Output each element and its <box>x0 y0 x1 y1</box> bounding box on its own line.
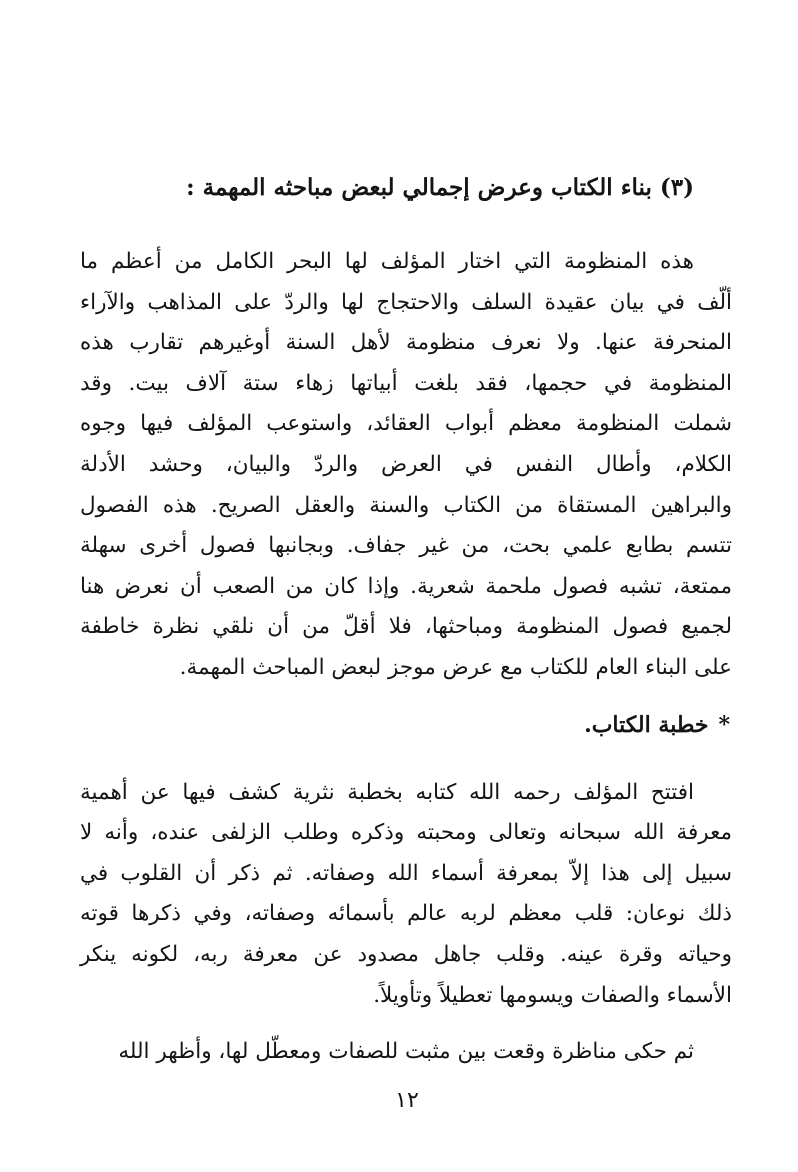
text-line: تتسم بطابع علمي بحت، من غير جفاف. وبجانبها فصول أخرى سهلة <box>80 533 732 559</box>
subheading-book-sermon <box>80 705 732 745</box>
text-line: المنظومة في حجمها، فقد بلغت أبياتها زهاء ستة آلاف بيت. وقد <box>80 370 732 396</box>
paragraph-sermon <box>80 773 732 1017</box>
paragraph-book-structure <box>80 242 732 689</box>
text-line: الأسماء والصفات ويسومها تعطيلاً وتأويلاً. <box>373 982 732 1008</box>
text-line: معرفة الله سبحانه وتعالى ومحبته وذكره وطلب الزلفى عنده، وأنه لا <box>80 820 732 846</box>
page-content <box>80 168 732 1073</box>
text-line: هذه المنظومة التي اختار المؤلف لها البحر الكامل من أعظم ما <box>80 249 694 274</box>
text-line: افتتح المؤلف رحمه الله كتابه بخطبة نثرية كشف فيها عن أهمية <box>80 779 694 805</box>
text-line: على البناء العام للكتاب مع عرض موجز لبعض المباحث المهمة. <box>179 654 732 680</box>
text-line: ممتعة، تشبه فصول ملحمة شعرية. وإذا كان من الصعب أن نعرض هنا <box>80 573 732 599</box>
text-line: ذلك نوعان: قلب معظم لربه عالم بأسمائه وصفاته، وفي ذكرها قوته <box>80 901 732 927</box>
text-line: لجميع فصول المنظومة ومباحثها، فلا أقلّ من أن نلقي نظرة خاطفة <box>80 614 732 640</box>
text-line: ألّف في بيان عقيدة السلف والاحتجاج لها والردّ على المذاهب والآراء <box>80 289 732 315</box>
section-heading: (٣) بناء الكتاب وعرض إجمالي لبعض مباحثه المهمة : <box>186 174 694 201</box>
subheading-text: خطبة الكتاب. <box>584 711 709 738</box>
text-line: سبيل إلى هذا إلاّ بمعرفة أسماء الله وصفاته. ثم ذكر أن القلوب في <box>80 860 732 886</box>
paragraph-debate <box>80 1032 732 1073</box>
text-line: ثم حكى مناظرة وقعت بين مثبت للصفات ومعطّل لها، وأظهر الله <box>118 1039 694 1065</box>
page-number: ١٢ <box>395 1088 419 1113</box>
text-line: الكلام، وأطال النفس في العرض والردّ والبيان، وحشد الأدلة <box>80 451 732 477</box>
text-line: المنحرفة عنها. ولا نعرف منظومة لأهل السنة أوغيرهم تقارب هذه <box>80 330 732 356</box>
text-line: شملت المنظومة معظم أبواب العقائد، واستوعب المؤلف فيها وجوه <box>80 411 732 437</box>
text-line: والبراهين المستقاة من الكتاب والسنة والعقل الصريح. هذه الفصول <box>80 492 732 518</box>
text-line: وحياته وقرة عينه. وقلب جاهل مصدود عن معرفة ربه، لكونه ينكر <box>80 941 732 967</box>
star-bullet-icon: * <box>718 711 730 738</box>
